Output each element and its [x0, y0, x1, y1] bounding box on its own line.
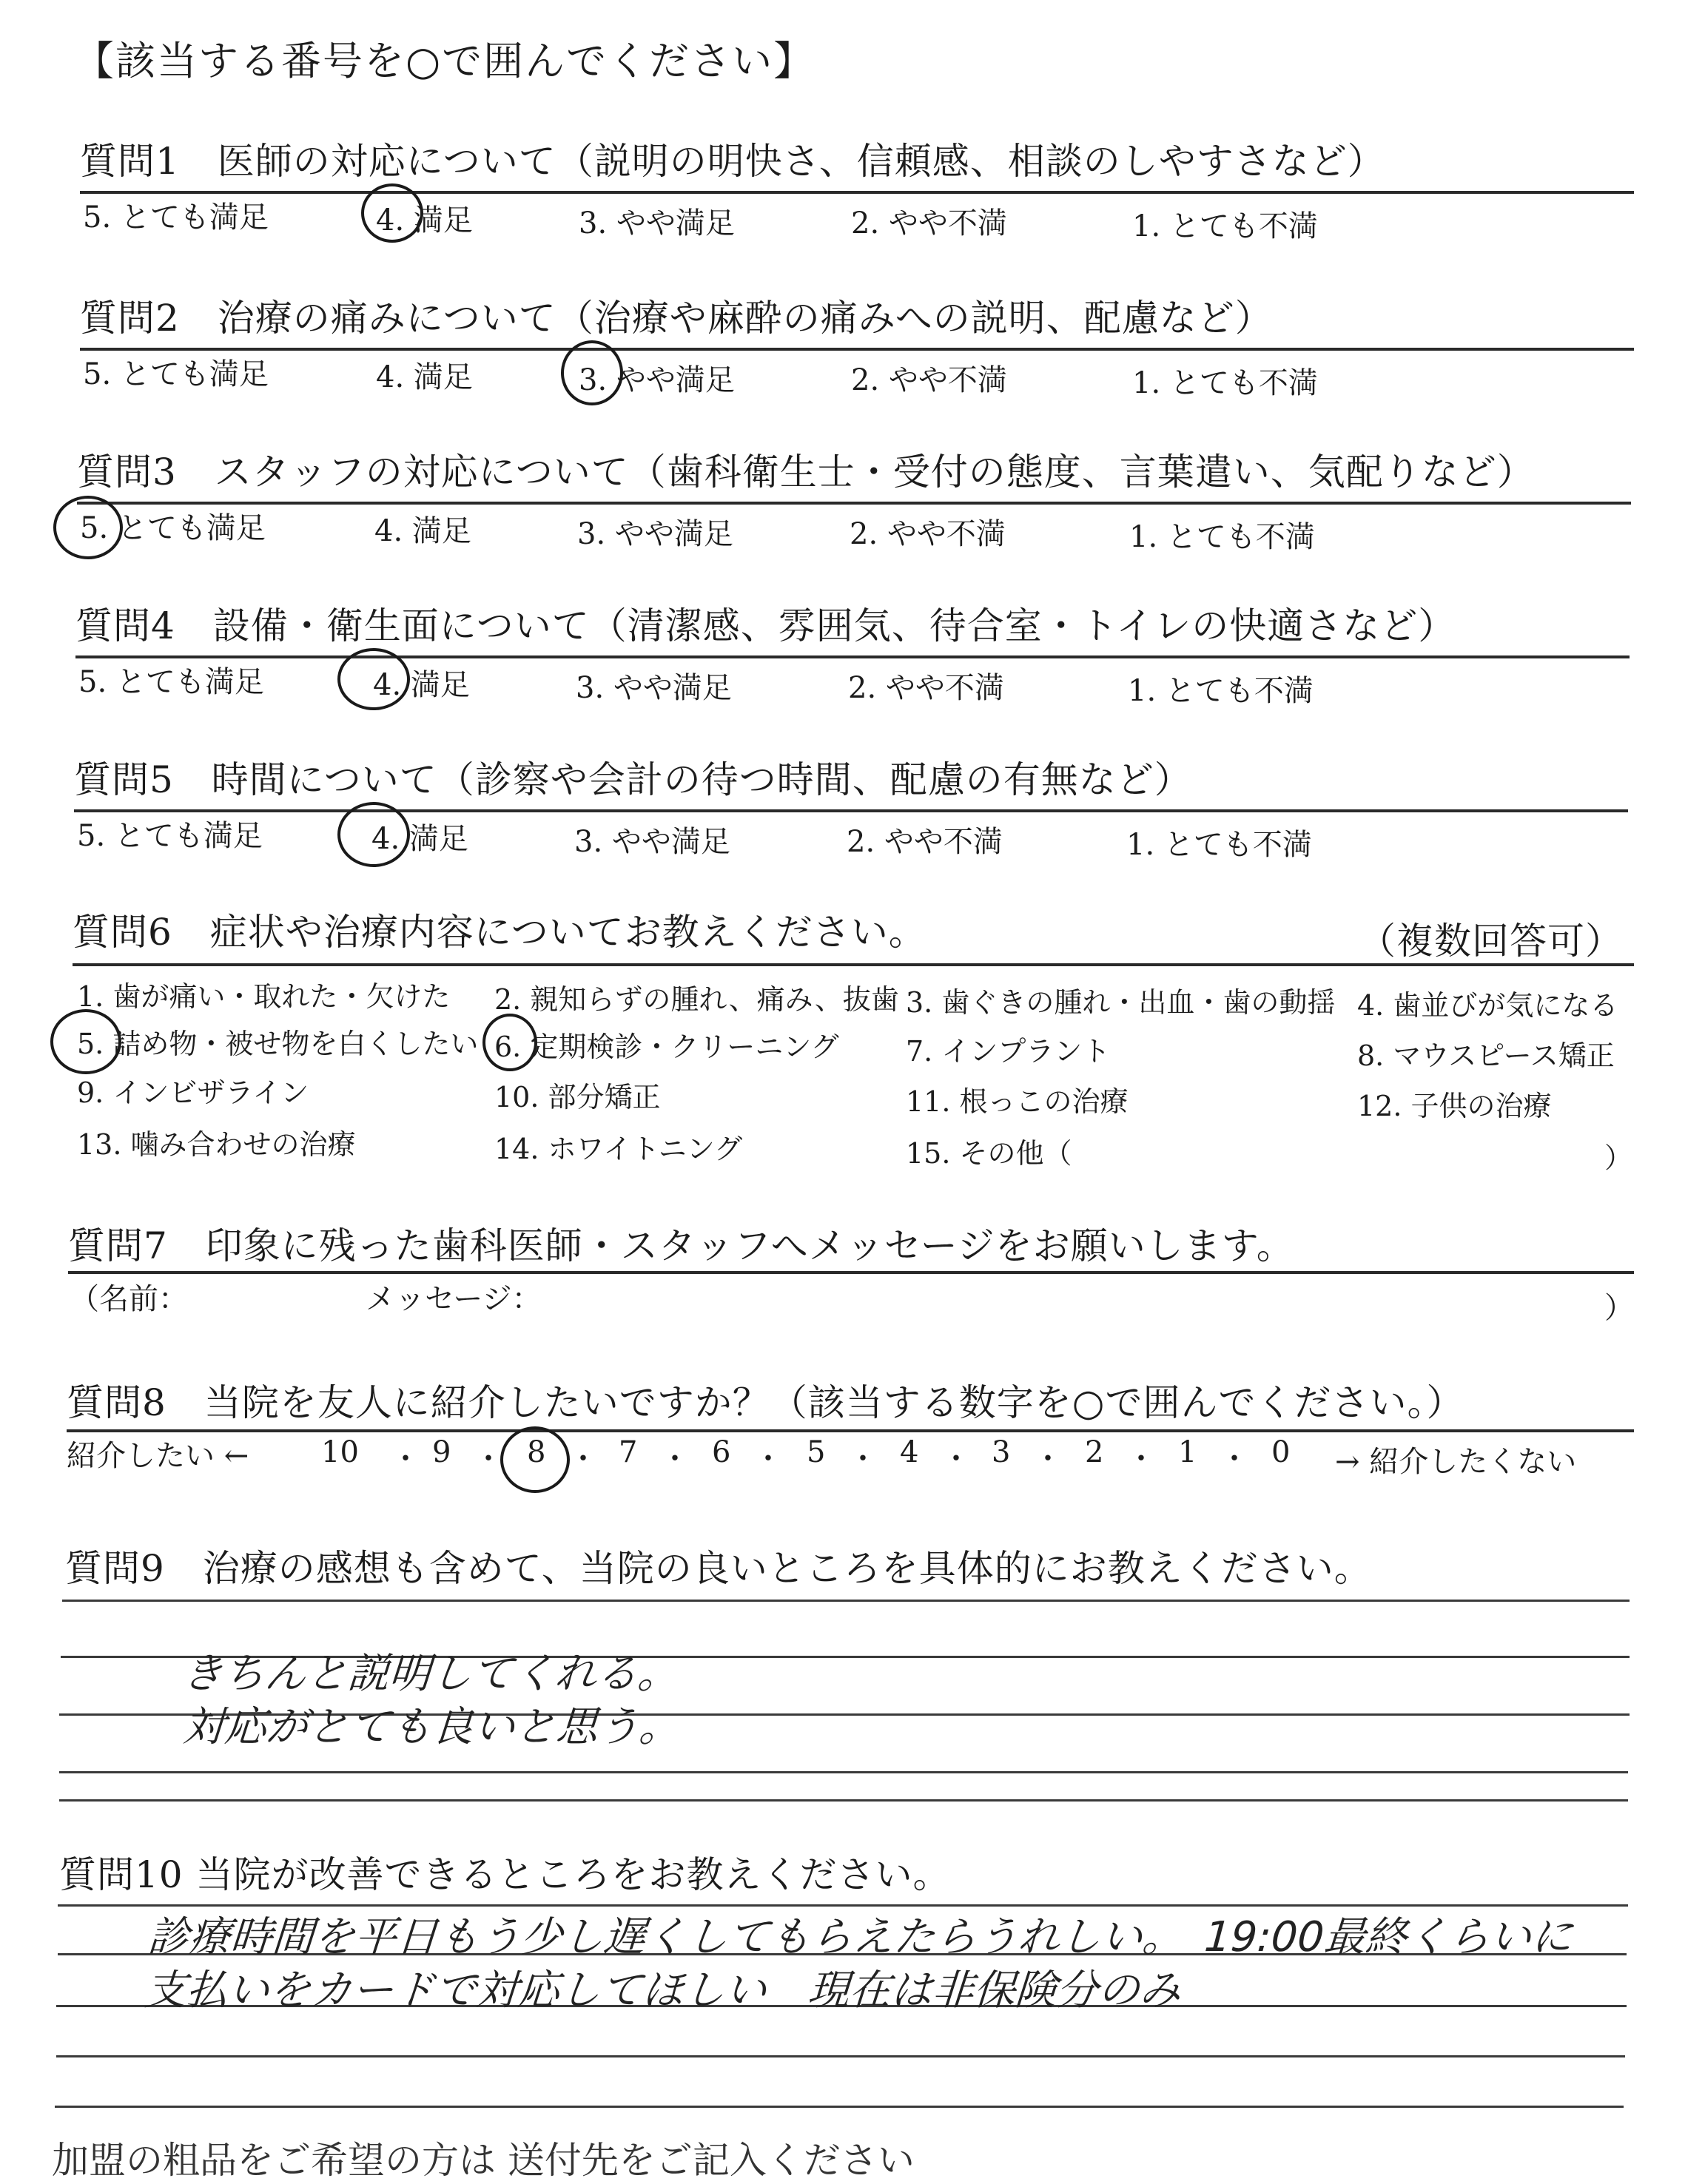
q6-item-8[interactable]: 8. マウスピース矯正 [1357, 1039, 1615, 1072]
question-8-rule [67, 1429, 1634, 1432]
q8-separator: ・ [1033, 1442, 1063, 1476]
q8-number-2[interactable]: 2 [1085, 1435, 1104, 1469]
q8-separator: ・ [391, 1442, 420, 1476]
q6-item-7[interactable]: 7. インプラント [906, 1035, 1111, 1068]
question-3-title: 質問3 スタッフの対応について（歯科衛生士・受付の態度、言葉遣い、気配りなど） [77, 451, 1535, 493]
q1-option-5[interactable]: 5. とても満足 [83, 200, 269, 235]
question-6-title: 質問6 症状や治療内容についてお教えください。 [73, 911, 927, 954]
q10-answer-line-2: 支払いをカードで対応してほしい 現在は非保険分のみ [143, 1966, 1183, 2015]
q8-number-4[interactable]: 4 [900, 1435, 919, 1469]
q8-number-8[interactable]: 8 [527, 1435, 546, 1469]
q6-item-11[interactable]: 11. 根っこの治療 [906, 1085, 1129, 1118]
q8-separator: ・ [568, 1442, 598, 1476]
q5-option-1[interactable]: 1. とても不満 [1126, 828, 1312, 862]
q5-option-2[interactable]: 2. やや不満 [847, 825, 1003, 859]
q1-option-3[interactable]: 3. やや満足 [579, 206, 735, 240]
q8-number-1[interactable]: 1 [1178, 1435, 1197, 1469]
question-8-title: 質問8 当院を友人に紹介したいですか？（該当する数字を○で囲んでください。） [67, 1381, 1464, 1424]
q6-item-6[interactable]: 6. 定期検診・クリーニング [494, 1031, 839, 1063]
q6-selected-circle-6 [482, 1014, 537, 1071]
q4-selected-circle [337, 648, 410, 710]
q5-option-5[interactable]: 5. とても満足 [77, 819, 263, 853]
q8-number-7[interactable]: 7 [619, 1435, 638, 1469]
q8-selected-circle [500, 1426, 570, 1493]
q4-option-4[interactable]: 4. 満足 [373, 668, 470, 702]
q8-number-5[interactable]: 5 [807, 1435, 826, 1469]
q2-option-3[interactable]: 3. やや満足 [579, 363, 735, 397]
question-9-title: 質問9 治療の感想も含めて、当院の良いところを具体的にお教えください。 [65, 1547, 1372, 1590]
q8-right-label: → 紹介したくない [1335, 1445, 1577, 1479]
question-6-rule [73, 963, 1634, 966]
q1-option-4[interactable]: 4. 満足 [376, 203, 473, 237]
answer-line [62, 1600, 1630, 1602]
q9-answer-line-2: 対応がとても良いと思う。 [181, 1703, 682, 1751]
answer-line [59, 1771, 1628, 1773]
question-1-title: 質問1 医師の対応について（説明の明快さ、信頼感、相談のしやすさなど） [80, 140, 1385, 183]
q2-option-5[interactable]: 5. とても満足 [83, 357, 269, 391]
q1-selected-circle [361, 183, 423, 243]
q2-selected-circle [561, 340, 623, 405]
question-10-title: 質問10 当院が改善できるところをお教えください。 [59, 1853, 951, 1896]
q1-option-2[interactable]: 2. やや不満 [851, 206, 1007, 240]
q8-number-10[interactable]: 10 [321, 1435, 359, 1469]
q3-option-2[interactable]: 2. やや不満 [850, 517, 1006, 551]
q8-number-6[interactable]: 6 [712, 1435, 731, 1469]
q1-option-1[interactable]: 1. とても不満 [1132, 209, 1318, 243]
question-4-rule [75, 655, 1630, 658]
q6-item-9[interactable]: 9. インビザライン [77, 1076, 309, 1109]
q3-selected-circle [53, 496, 123, 559]
q10-answer-line-1: 診療時間を平日もう少し遅くしてもらえたらうれしい。 19:00最終くらいに [146, 1913, 1575, 1961]
page-heading: 【該当する番号を○で囲んでください】 [74, 38, 815, 84]
q4-option-2[interactable]: 2. やや不満 [848, 671, 1004, 705]
q2-option-4[interactable]: 4. 満足 [376, 360, 473, 394]
question-7-rule [68, 1271, 1634, 1274]
footer-partial-text: 加盟の粗品をご希望の方は 送付先をご記入ください [52, 2139, 915, 2182]
q8-separator: ・ [941, 1442, 971, 1476]
q6-item-13[interactable]: 13. 噛み合わせの治療 [77, 1128, 356, 1161]
q5-option-3[interactable]: 3. やや満足 [574, 825, 730, 859]
q5-selected-circle [337, 802, 410, 867]
q7-name-label: （名前： [70, 1282, 188, 1316]
q4-option-3[interactable]: 3. やや満足 [576, 671, 732, 705]
q6-item-4[interactable]: 4. 歯並びが気になる [1357, 989, 1618, 1022]
question-4-title: 質問4 設備・衛生面について（清潔感、雰囲気、待合室・トイレの快適さなど） [75, 604, 1456, 647]
q6-item-12[interactable]: 12. 子供の治療 [1357, 1090, 1552, 1122]
question-7-title: 質問7 印象に残った歯科医師・スタッフへメッセージをお願いします。 [68, 1224, 1294, 1267]
q3-option-5[interactable]: 5. とても満足 [80, 511, 266, 545]
q8-separator: ・ [1126, 1442, 1156, 1476]
q9-answer-line-1: きちんと説明してくれる。 [180, 1650, 681, 1698]
q4-option-1[interactable]: 1. とても不満 [1128, 674, 1314, 708]
question-2-title: 質問2 治療の痛みについて（治療や麻酔の痛みへの説明、配慮など） [80, 297, 1273, 340]
q2-option-2[interactable]: 2. やや不満 [851, 363, 1007, 397]
q8-number-9[interactable]: 9 [432, 1435, 451, 1469]
q8-separator: ・ [1220, 1442, 1249, 1476]
q6-other-close: ） [1604, 1142, 1633, 1174]
question-5-rule [74, 809, 1628, 812]
q6-selected-circle-5 [50, 1009, 121, 1074]
q6-item-2[interactable]: 2. 親知らずの腫れ、痛み、抜歯 [494, 983, 899, 1016]
q6-item-3[interactable]: 3. 歯ぐきの腫れ・出血・歯の動揺 [906, 986, 1336, 1019]
answer-line [56, 2055, 1625, 2057]
q3-option-1[interactable]: 1. とても不満 [1129, 520, 1315, 554]
q7-close: ） [1604, 1291, 1634, 1325]
q8-separator: ・ [474, 1442, 503, 1476]
question-1-rule [80, 191, 1634, 194]
q7-message-label: メッセージ： [366, 1282, 542, 1316]
q6-item-1[interactable]: 1. 歯が痛い・取れた・欠けた [77, 980, 451, 1013]
q2-option-1[interactable]: 1. とても不満 [1132, 366, 1318, 400]
question-5-title: 質問5 時間について（診察や会計の待つ時間、配慮の有無など） [74, 758, 1192, 801]
q8-separator: ・ [660, 1442, 690, 1476]
q4-option-5[interactable]: 5. とても満足 [78, 665, 264, 699]
question-3-rule [77, 502, 1631, 505]
q5-option-4[interactable]: 4. 満足 [371, 822, 468, 856]
q3-option-3[interactable]: 3. やや満足 [577, 517, 733, 551]
q8-left-label: 紹介したい ← [67, 1439, 249, 1473]
q8-separator: ・ [848, 1442, 878, 1476]
answer-line [59, 1799, 1628, 1802]
q6-item-10[interactable]: 10. 部分矯正 [494, 1081, 661, 1113]
question-2-rule [80, 348, 1634, 351]
q8-number-0[interactable]: 0 [1271, 1435, 1291, 1469]
q6-item-14[interactable]: 14. ホワイトニング [494, 1133, 743, 1165]
answer-line [55, 2106, 1624, 2108]
q8-number-3[interactable]: 3 [992, 1435, 1011, 1469]
q3-option-4[interactable]: 4. 満足 [374, 514, 471, 548]
q6-item-5[interactable]: 5. 詰め物・被せ物を白くしたい [77, 1028, 479, 1060]
question-6-note: （複数回答可） [1359, 920, 1623, 963]
q8-separator: ・ [753, 1442, 783, 1476]
q6-item-15[interactable]: 15. その他（ [906, 1137, 1072, 1170]
